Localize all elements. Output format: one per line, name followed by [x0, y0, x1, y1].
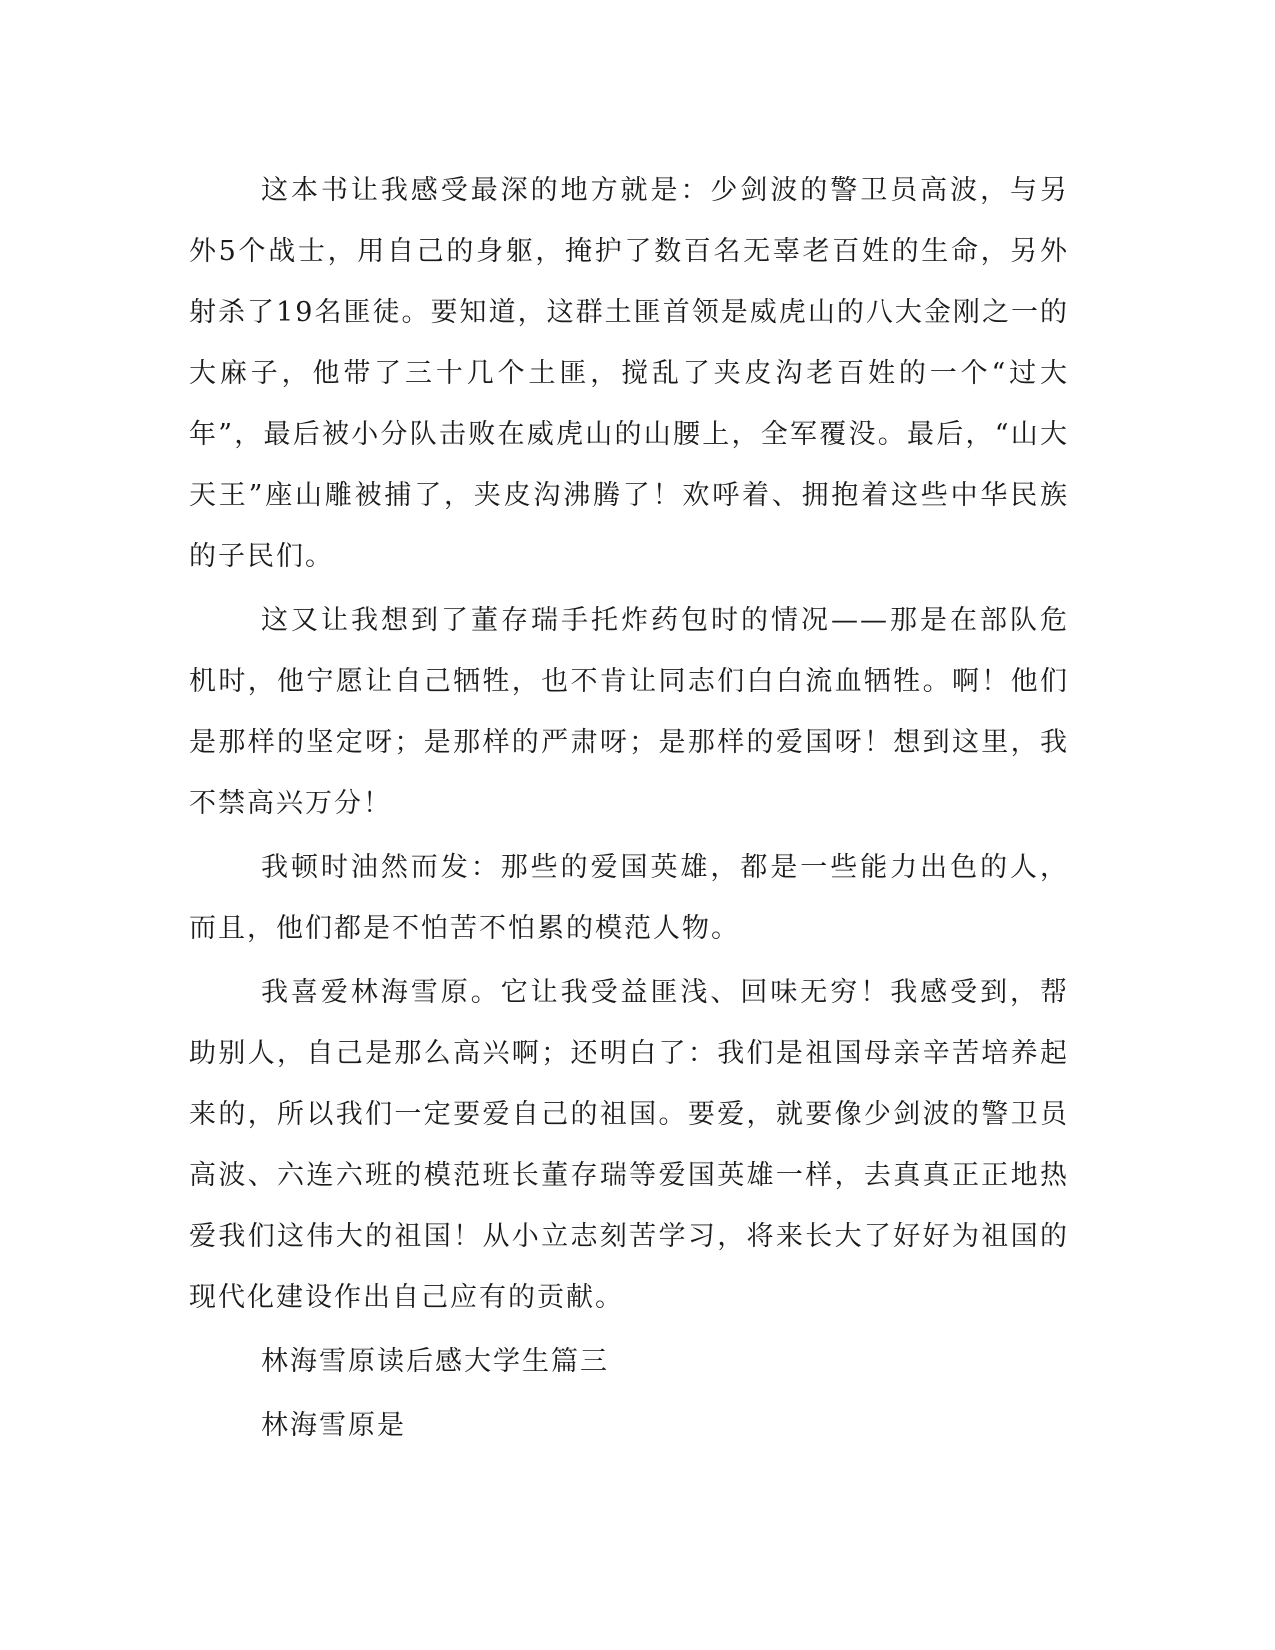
- paragraph-3: 我顿时油然而发：那些的爱国英雄，都是一些能力出色的人，而且，他们都是不怕苦不怕累的模范人物。: [189, 852, 1069, 944]
- paragraph-1: 这本书让我感受最深的地方就是：少剑波的警卫员高波，与另外5个战士，用自己的身躯，掩护了数百名无辜老百姓的生命，另外射杀了19名匪徒。要知道，这群土匪首领是威虎山的八大金刚之一的大麻子，他带了三十几个土匪，搅乱了夹皮沟老百姓的一个“过大年”，最后被小分队击败在威虎山的山腰上，全军覆没。最后，“山大天王”座山雕被捕了，夹皮沟沸腾了！欢呼着、拥抱着这些中华民族的子民们。: [189, 175, 1069, 572]
- section-title: 林海雪原读后感大学生篇三: [261, 1346, 609, 1377]
- trailing-text: 林海雪原是: [261, 1410, 406, 1441]
- paragraph-4: 我喜爱林海雪原。它让我受益匪浅、回味无穷！我感受到，帮助别人，自己是那么高兴啊；还明白了：我们是祖国母亲辛苦培养起来的，所以我们一定要爱自己的祖国。要爱，就要像少剑波的警卫员高波、六连六班的模范班长董存瑞等爱国英雄一样，去真真正正地热爱我们这伟大的祖国！从小立志刻苦学习，将来长大了好好为祖国的现代化建设作出自己应有的贡献。: [189, 977, 1069, 1313]
- paragraph-2: 这又让我想到了董存瑞手托炸药包时的情况——那是在部队危机时，他宁愿让自己牺牲，也不肯让同志们白白流血牺牲。啊！他们是那样的坚定呀；是那样的严肃呀；是那样的爱国呀！想到这里，我不禁高兴万分！: [189, 605, 1069, 819]
- document-body: [189, 160, 1069, 1456]
